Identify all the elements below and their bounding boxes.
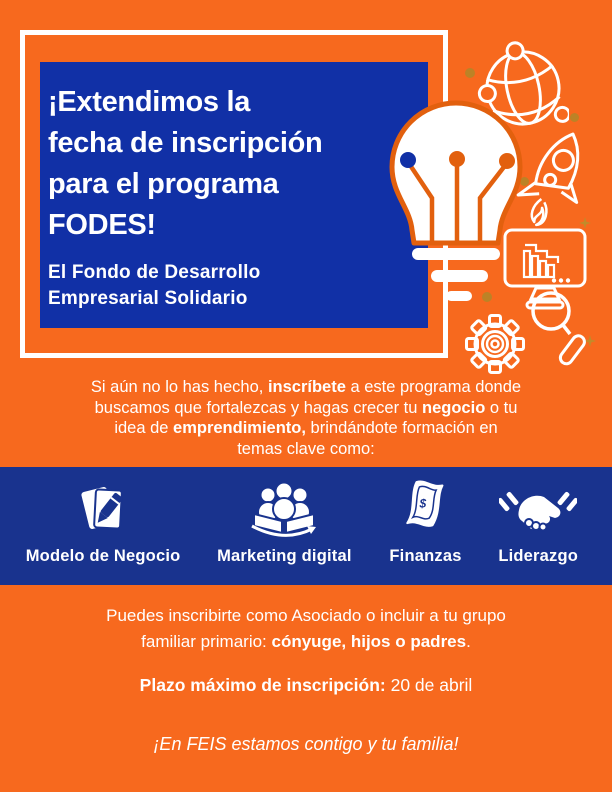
headline-line: fecha de inscripción: [48, 127, 323, 159]
topic-marketing-digital: [198, 467, 370, 585]
gold-dot: [465, 68, 475, 78]
topics-band: [0, 467, 612, 585]
enrollment-line: Puedes inscribirte como Asociado o incluir a tu grupo: [106, 606, 506, 625]
intro-line: idea de emprendimiento, brindándote formación en: [114, 419, 498, 437]
money-bill-icon: [402, 482, 448, 538]
topic-label: Liderazgo: [498, 547, 579, 565]
subtitle-line: El Fondo de Desarrollo: [48, 262, 261, 283]
intro-line: buscamos que fortalezcas y hagas crecer tu negocio o tu: [94, 398, 518, 417]
intro-paragraph: [0, 377, 612, 459]
svg-text:$: $: [420, 496, 427, 511]
marketing-people-icon: [246, 482, 322, 538]
deadline-text: Plazo máximo de inscripción: 20 de abril: [139, 675, 473, 695]
topic-label: Modelo de Negocio: [25, 547, 181, 565]
subtitle-line: Empresarial Solidario: [48, 288, 248, 309]
gear-icon: [464, 309, 526, 375]
topic-liderazgo: [480, 467, 596, 585]
headline-line: para el programa: [48, 168, 279, 200]
intro-line: Si aún no lo has hecho, inscríbete a este programa donde: [90, 378, 522, 396]
enrollment-line: familiar primario: cónyuge, hijos o padres.: [141, 632, 471, 651]
tagline-text: ¡En FEIS estamos contigo y tu familia!: [153, 734, 459, 754]
gold-dot: [570, 113, 579, 122]
handshake-icon: [499, 482, 577, 538]
enrollment-paragraph: [0, 603, 612, 655]
business-model-cards-icon: [75, 482, 131, 538]
magnifier-icon: [524, 286, 588, 376]
headline-line: ¡Extendimos la: [48, 86, 251, 118]
topic-label: Marketing digital: [217, 547, 352, 565]
topic-label: Finanzas: [389, 547, 462, 565]
lightbulb-icon: [362, 86, 528, 308]
topic-finanzas: [371, 467, 481, 585]
topic-modelo-de-negocio: [8, 467, 198, 585]
intro-line: temas clave como:: [237, 439, 375, 458]
headline-line: FODES!: [48, 209, 156, 241]
